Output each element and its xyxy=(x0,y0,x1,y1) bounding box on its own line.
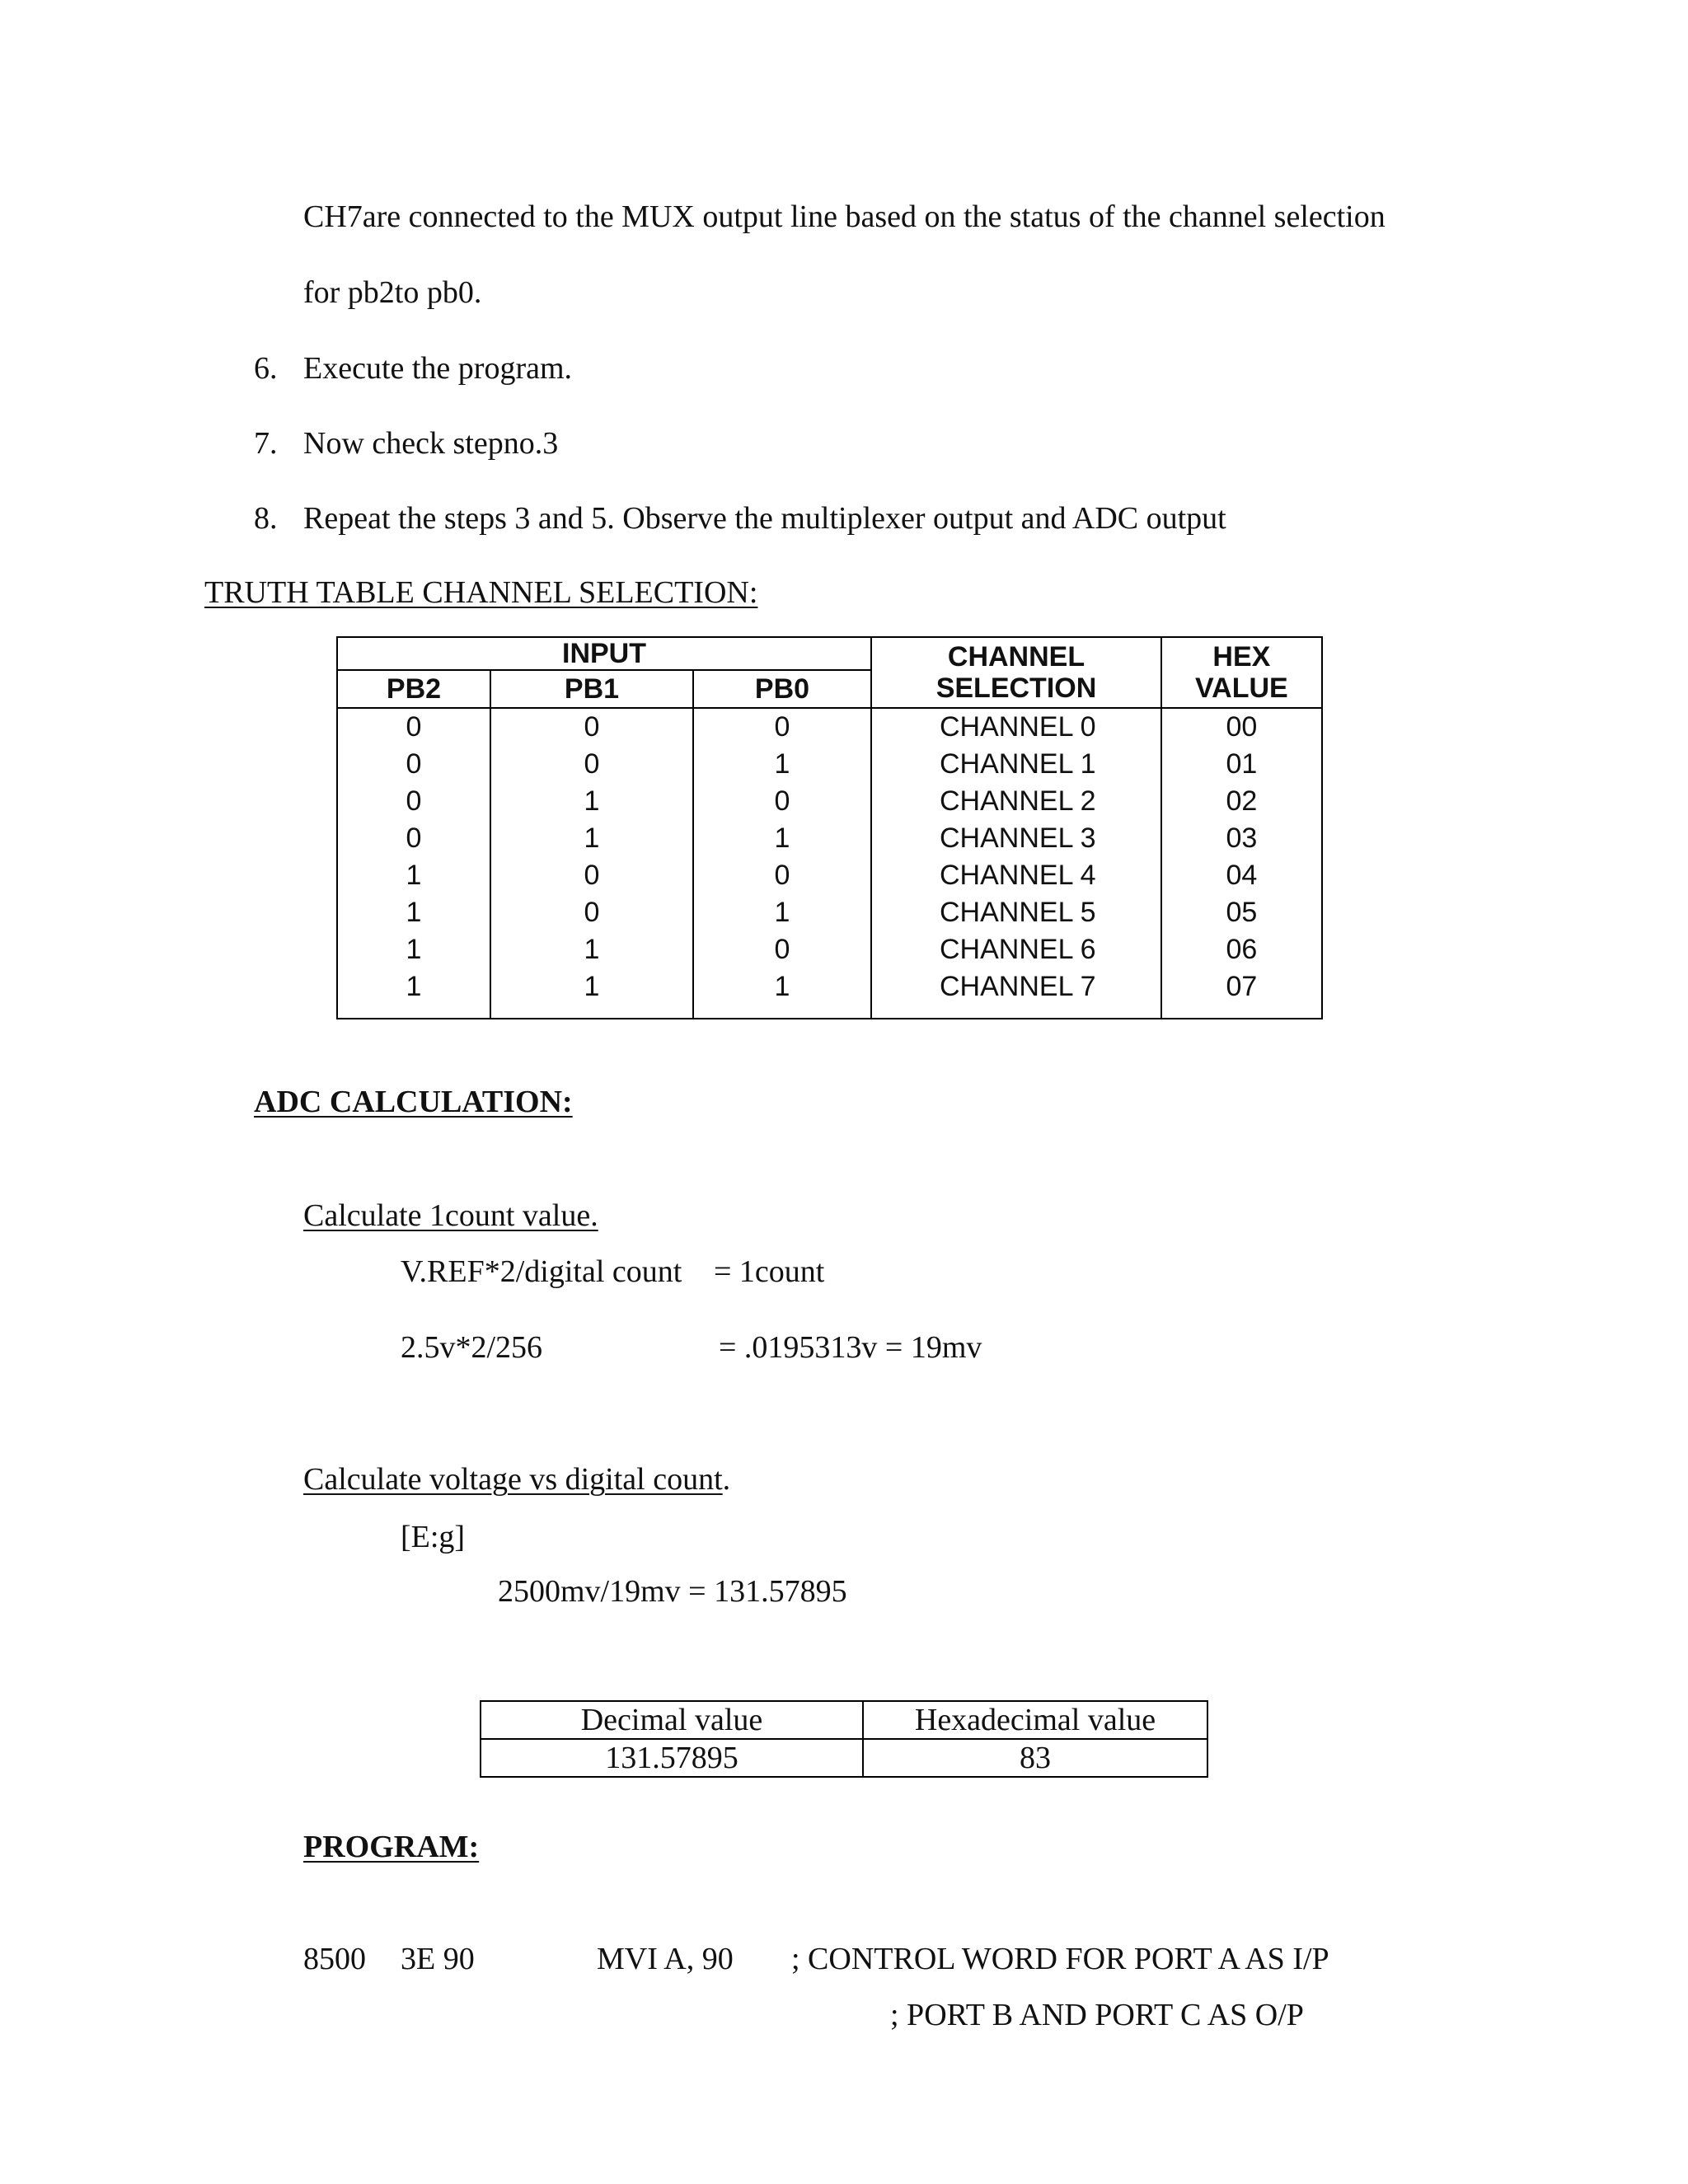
channel-selection-header: CHANNEL SELECTION xyxy=(871,637,1161,708)
table-row xyxy=(481,1701,1207,1739)
hex-cell: 01 xyxy=(1161,746,1322,783)
truth-table xyxy=(336,636,1323,1019)
pb0-cell: 1 xyxy=(693,746,871,783)
voltage-heading-line xyxy=(303,1464,730,1495)
channel-cell: CHANNEL 3 xyxy=(871,820,1161,857)
table-row xyxy=(481,1739,1207,1777)
channel-cell: CHANNEL 5 xyxy=(871,894,1161,931)
table-row xyxy=(337,857,1322,894)
channel-cell: CHANNEL 2 xyxy=(871,783,1161,820)
program-opcode: 3E 90 xyxy=(401,1942,475,1976)
pb2-cell: 1 xyxy=(337,894,490,931)
pb0-cell: 1 xyxy=(693,968,871,1019)
decimal-value-cell: 131.57895 xyxy=(481,1739,863,1777)
count-heading: Calculate 1count value. xyxy=(303,1198,598,1233)
table-row xyxy=(337,968,1322,1019)
pb1-cell: 1 xyxy=(490,783,693,820)
pb2-cell: 0 xyxy=(337,820,490,857)
step-7-number: 7. xyxy=(254,426,278,461)
input-header: INPUT xyxy=(337,637,871,670)
table-row xyxy=(337,708,1322,746)
step-8-number: 8. xyxy=(254,501,278,536)
table-row xyxy=(337,746,1322,783)
hexadecimal-header: Hexadecimal value xyxy=(863,1701,1207,1739)
pb0-cell: 1 xyxy=(693,894,871,931)
channel-cell: CHANNEL 4 xyxy=(871,857,1161,894)
pb1-cell: 0 xyxy=(490,708,693,746)
pb2-cell: 0 xyxy=(337,746,490,783)
pb2-cell: 1 xyxy=(337,931,490,968)
step-8-text: Repeat the steps 3 and 5. Observe the multiplexer output and ADC output xyxy=(303,501,1226,536)
truth-table-title: TRUTH TABLE CHANNEL SELECTION: xyxy=(204,575,758,610)
step-7-text: Now check stepno.3 xyxy=(303,426,559,461)
pb0-header: PB0 xyxy=(693,670,871,708)
pb0-cell: 0 xyxy=(693,857,871,894)
program-comment-continued: ; PORT B AND PORT C AS O/P xyxy=(890,1998,1304,2032)
pb2-cell: 0 xyxy=(337,708,490,746)
channel-cell: CHANNEL 1 xyxy=(871,746,1161,783)
pb1-cell: 0 xyxy=(490,894,693,931)
pb1-cell: 1 xyxy=(490,968,693,1019)
pb0-cell: 0 xyxy=(693,931,871,968)
voltage-heading-period: . xyxy=(722,1462,731,1497)
eg-calculation: 2500mv/19mv = 131.57895 xyxy=(498,1574,847,1609)
program-address: 8500 xyxy=(303,1942,366,1976)
pb0-cell: 0 xyxy=(693,783,871,820)
pb1-header: PB1 xyxy=(490,670,693,708)
hex-value-header: HEX VALUE xyxy=(1161,637,1322,708)
hex-cell: 03 xyxy=(1161,820,1322,857)
table-row xyxy=(337,820,1322,857)
pb2-cell: 1 xyxy=(337,968,490,1019)
example-lhs: 2.5v*2/256 xyxy=(401,1330,543,1365)
channel-cell: CHANNEL 6 xyxy=(871,931,1161,968)
pb0-cell: 0 xyxy=(693,708,871,746)
pb1-cell: 1 xyxy=(490,931,693,968)
step-6-number: 6. xyxy=(254,351,278,386)
pb0-cell: 1 xyxy=(693,820,871,857)
channel-cell: CHANNEL 0 xyxy=(871,708,1161,746)
hexadecimal-value-cell: 83 xyxy=(863,1739,1207,1777)
hex-cell: 05 xyxy=(1161,894,1322,931)
pb1-cell: 0 xyxy=(490,746,693,783)
step-6-text: Execute the program. xyxy=(303,351,573,386)
formula-rhs: = 1count xyxy=(714,1254,825,1289)
table-row xyxy=(337,894,1322,931)
formula-lhs: V.REF*2/digital count xyxy=(401,1254,682,1289)
pb1-cell: 1 xyxy=(490,820,693,857)
pb2-cell: 0 xyxy=(337,783,490,820)
voltage-heading: Calculate voltage vs digital count xyxy=(303,1462,723,1497)
program-mnemonic: MVI A, 90 xyxy=(597,1942,734,1976)
eg-label: [E:g] xyxy=(401,1520,466,1554)
intro-line-1: CH7are connected to the MUX output line based on the status of the channel selection xyxy=(303,199,1386,234)
decimal-hex-table xyxy=(480,1700,1208,1778)
adc-heading: ADC CALCULATION: xyxy=(254,1085,573,1119)
table-row xyxy=(337,783,1322,820)
program-heading: PROGRAM: xyxy=(303,1830,480,1864)
pb1-cell: 0 xyxy=(490,857,693,894)
intro-line-2: for pb2to pb0. xyxy=(303,275,482,310)
pb2-header: PB2 xyxy=(337,670,490,708)
hex-cell: 06 xyxy=(1161,931,1322,968)
hex-cell: 04 xyxy=(1161,857,1322,894)
hex-cell: 02 xyxy=(1161,783,1322,820)
program-comment: ; CONTROL WORD FOR PORT A AS I/P xyxy=(791,1942,1329,1976)
table-row xyxy=(337,931,1322,968)
example-rhs: = .0195313v = 19mv xyxy=(719,1330,982,1365)
pb2-cell: 1 xyxy=(337,857,490,894)
hex-cell: 07 xyxy=(1161,968,1322,1019)
hex-cell: 00 xyxy=(1161,708,1322,746)
channel-cell: CHANNEL 7 xyxy=(871,968,1161,1019)
decimal-header: Decimal value xyxy=(481,1701,863,1739)
